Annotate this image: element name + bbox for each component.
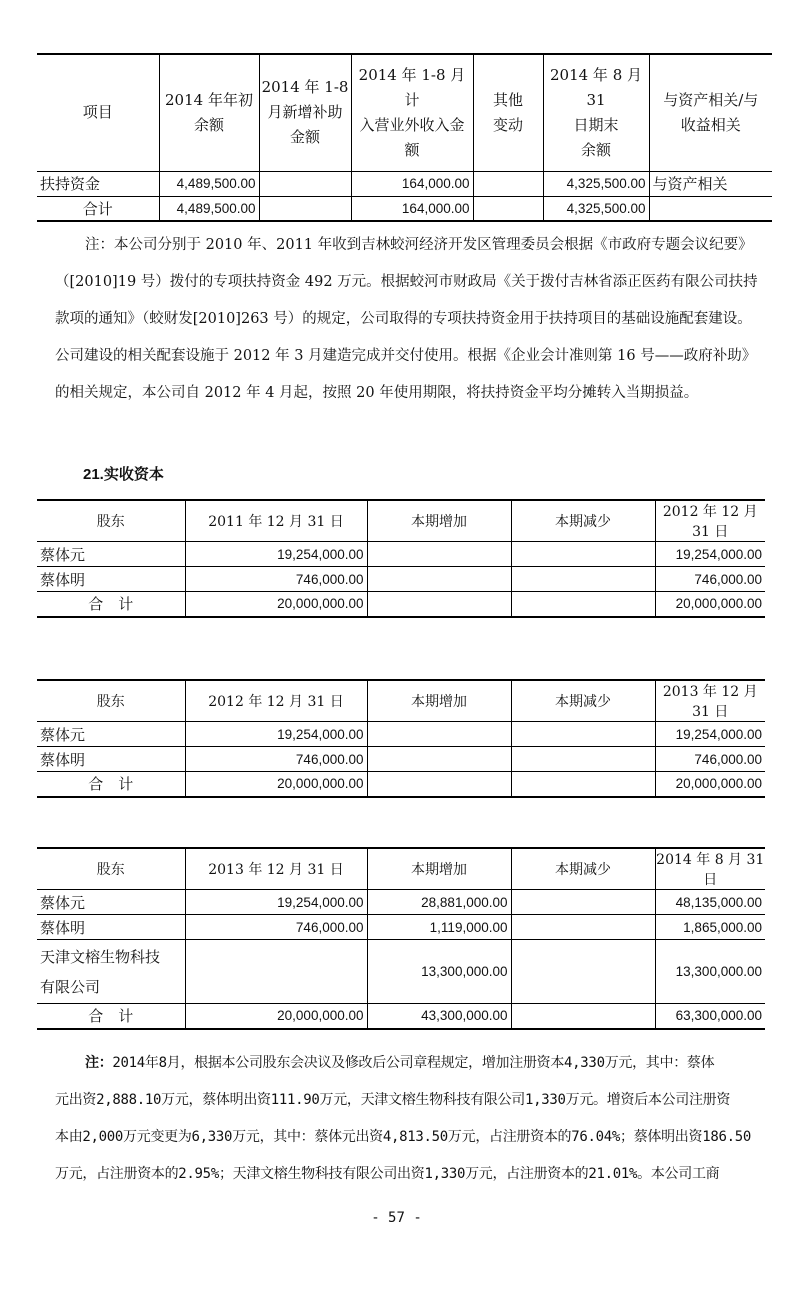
shareholder: 蔡体明	[37, 915, 185, 940]
capital-table-2014	[37, 847, 765, 1030]
cell-value	[367, 747, 511, 772]
header-cell: 2013 年 12 月 31 日	[185, 848, 367, 890]
header-cell: 本期减少	[511, 680, 655, 722]
table-total-row	[37, 1004, 765, 1029]
cell-value: 746,000.00	[185, 747, 367, 772]
shareholder: 天津文榕生物科技 有限公司	[37, 940, 185, 1004]
header-cell: 本期增加	[367, 680, 511, 722]
added-amount	[259, 196, 351, 221]
note-line: 元出资2,888.10万元，蔡体明出资111.90万元，天津文榕生物科技有限公司1,330万元。增资后本公司注册资	[55, 1092, 731, 1108]
cell-value: 19,254,000.00	[185, 890, 367, 915]
total-label: 合 计	[37, 1004, 185, 1029]
header-cell: 2014 年 8 月 31 日期末 余额	[543, 54, 649, 171]
cell-value: 20,000,000.00	[185, 772, 367, 797]
table-row	[37, 747, 765, 772]
opening-balance: 4,489,500.00	[159, 171, 259, 196]
cell-value	[511, 747, 655, 772]
table-total-row	[37, 772, 765, 797]
note-line: 款项的通知》（蛟财发[2010]263 号）的规定，公司取得的专项扶持资金用于扶持项目的基础设施配套建设。	[55, 311, 752, 327]
table-header	[37, 500, 765, 542]
note-line: 本由2,000万元变更为6,330万元，其中：蔡体元出资4,813.50万元，占注册资本的76.04%；蔡体明出资186.50	[55, 1129, 751, 1145]
cell-value	[367, 542, 511, 567]
grant-table-header	[37, 54, 772, 171]
table-row	[37, 567, 765, 592]
opening-balance: 4,489,500.00	[159, 196, 259, 221]
note-line: （[2010]19 号）拨付的专项扶持资金 492 万元。根据蛟河市财政局《关于拨付吉林省添正医药有限公司扶持	[55, 274, 758, 290]
cell-value: 20,000,000.00	[185, 592, 367, 617]
header-cell: 2014 年 1-8 月计 入营业外收入金 额	[351, 54, 473, 171]
table-row	[37, 196, 772, 221]
closing-balance: 4,325,500.00	[543, 171, 649, 196]
closing-balance: 4,325,500.00	[543, 196, 649, 221]
cell-value	[511, 1004, 655, 1029]
capital-table-2012	[37, 499, 765, 618]
cell-value: 746,000.00	[655, 747, 765, 772]
header-cell: 2012 年 12 月 31 日	[185, 680, 367, 722]
cell-value: 48,135,000.00	[655, 890, 765, 915]
header-cell: 2013 年 12 月 31 日	[655, 680, 765, 722]
table-row	[37, 940, 765, 1004]
cell-value: 43,300,000.00	[367, 1004, 511, 1029]
table-row	[37, 915, 765, 940]
income-amount: 164,000.00	[351, 196, 473, 221]
shareholder: 蔡体明	[37, 567, 185, 592]
cell-value: 746,000.00	[185, 567, 367, 592]
cell-value	[367, 567, 511, 592]
shareholder: 蔡体明	[37, 747, 185, 772]
cell-value: 1,119,000.00	[367, 915, 511, 940]
cell-value: 20,000,000.00	[655, 772, 765, 797]
cell-value: 20,000,000.00	[655, 592, 765, 617]
cell-value	[511, 592, 655, 617]
cell-value: 13,300,000.00	[367, 940, 511, 1004]
added-amount	[259, 171, 351, 196]
cell-value: 19,254,000.00	[655, 722, 765, 747]
cell-value: 1,865,000.00	[655, 915, 765, 940]
note-line: 注：本公司分别于 2010 年、2011 年收到吉林蛟河经济开发区管理委员会根据《市政府专题会议纪要》	[85, 237, 753, 253]
shareholder: 蔡体元	[37, 722, 185, 747]
header-cell: 2012 年 12 月 31 日	[655, 500, 765, 542]
cell-value	[511, 940, 655, 1004]
cell-value	[367, 772, 511, 797]
table-row	[37, 171, 772, 196]
cell-value: 19,254,000.00	[185, 542, 367, 567]
table-row	[37, 722, 765, 747]
cell-value	[511, 542, 655, 567]
note-line: 的相关规定，本公司自 2012 年 4 月起，按照 20 年使用期限，将扶持资金平均分摊转入当期损益。	[55, 385, 699, 401]
header-cell: 2014 年 8 月 31 日	[655, 848, 765, 890]
cell-value: 20,000,000.00	[185, 1004, 367, 1029]
cell-value	[511, 890, 655, 915]
header-cell: 项目	[37, 54, 159, 171]
capital-table-2013	[37, 679, 765, 798]
note-line: 公司建设的相关配套设施于 2012 年 3 月建造完成并交付使用。根据《企业会计准则第 16 号——政府补助》	[55, 348, 757, 364]
cell-value: 28,881,000.00	[367, 890, 511, 915]
cell-value: 746,000.00	[185, 915, 367, 940]
table-total-row	[37, 592, 765, 617]
cell-value: 746,000.00	[655, 567, 765, 592]
total-label: 合 计	[37, 592, 185, 617]
note-line: 注：2014年8月，根据本公司股东会决议及修改后公司章程规定，增加注册资本4,330万元，其中：蔡体	[85, 1055, 715, 1071]
cell-value	[367, 722, 511, 747]
header-cell: 2014 年 1-8 月新增补助 金额	[259, 54, 351, 171]
header-cell: 与资产相关/与 收益相关	[649, 54, 772, 171]
header-cell: 本期减少	[511, 500, 655, 542]
cell-value	[511, 722, 655, 747]
row-name: 扶持资金	[37, 171, 159, 196]
page-number: - 57 -	[371, 1210, 422, 1226]
cell-value: 19,254,000.00	[185, 722, 367, 747]
note-label: 注：	[85, 1055, 113, 1071]
section-title: 21.实收资本	[83, 466, 164, 483]
table-header	[37, 680, 765, 722]
header-cell: 股东	[37, 500, 185, 542]
header-cell: 2014 年年初 余额	[159, 54, 259, 171]
table-row	[37, 890, 765, 915]
relation: 与资产相关	[649, 171, 772, 196]
cell-value	[511, 772, 655, 797]
header-cell: 本期减少	[511, 848, 655, 890]
table-row	[37, 542, 765, 567]
header-cell: 本期增加	[367, 848, 511, 890]
grant-table	[37, 53, 772, 222]
relation	[649, 196, 772, 221]
cell-value: 63,300,000.00	[655, 1004, 765, 1029]
header-cell: 股东	[37, 680, 185, 722]
note-line: 万元，占注册资本的2.95%；天津文榕生物科技有限公司出资1,330万元，占注册资本的21.01%。本公司工商	[55, 1166, 720, 1182]
cell-value: 13,300,000.00	[655, 940, 765, 1004]
cell-value: 19,254,000.00	[655, 542, 765, 567]
shareholder: 蔡体元	[37, 890, 185, 915]
other-change	[473, 196, 543, 221]
table-header	[37, 848, 765, 890]
total-label: 合 计	[37, 772, 185, 797]
cell-value	[511, 915, 655, 940]
header-cell: 股东	[37, 848, 185, 890]
income-amount: 164,000.00	[351, 171, 473, 196]
cell-value	[185, 940, 367, 1004]
header-cell: 本期增加	[367, 500, 511, 542]
cell-value	[511, 567, 655, 592]
shareholder: 蔡体元	[37, 542, 185, 567]
header-cell: 其他 变动	[473, 54, 543, 171]
other-change	[473, 171, 543, 196]
row-name: 合计	[37, 196, 159, 221]
cell-value	[367, 592, 511, 617]
header-cell: 2011 年 12 月 31 日	[185, 500, 367, 542]
